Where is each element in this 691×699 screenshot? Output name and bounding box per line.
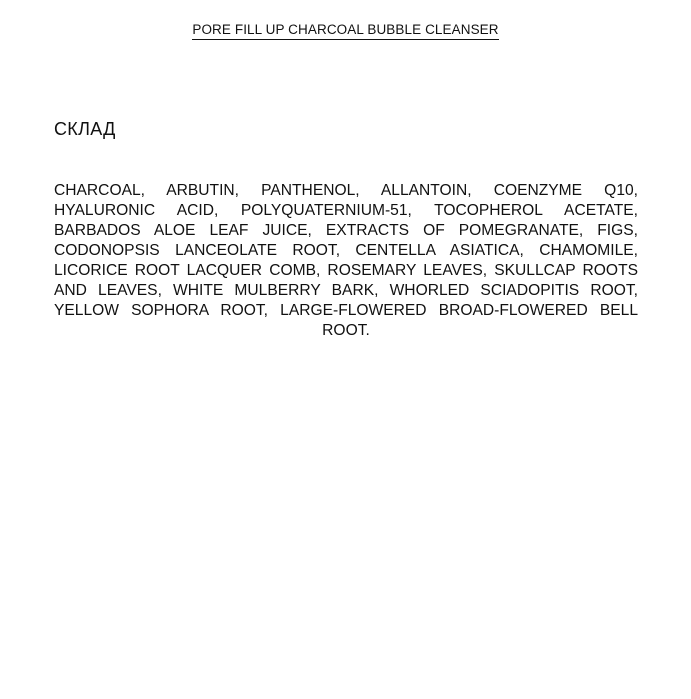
product-title-text: PORE FILL UP CHARCOAL BUBBLE CLEANSER — [192, 22, 498, 40]
section-heading: СКЛАД — [54, 119, 116, 139]
product-title — [0, 21, 691, 40]
ingredients-list: CHARCOAL, ARBUTIN, PANTHENOL, ALLANTOIN, COENZYME Q10, HYALURONIC ACID, POLYQUATERNIUM-51, TOCOPHEROL ACETATE, BARBADOS ALOE LEAF JUICE, EXTRACTS OF POMEGRANATE, FIGS, CODONOPSIS LANCEOLATE ROOT, CENTELLA ASIATICA, CHAMOMILE, LICORICE ROOT LACQUER COMB, ROSEMARY LEAVES, SKULLCAP ROOTS AND LEAVES, WHITE MULBERRY BARK, WHORLED SCIADOPITIS ROOT, YELLOW SOPHORA ROOT, LARGE-FLOWERED BROAD-FLOWERED BELL ROOT. — [54, 182, 638, 339]
